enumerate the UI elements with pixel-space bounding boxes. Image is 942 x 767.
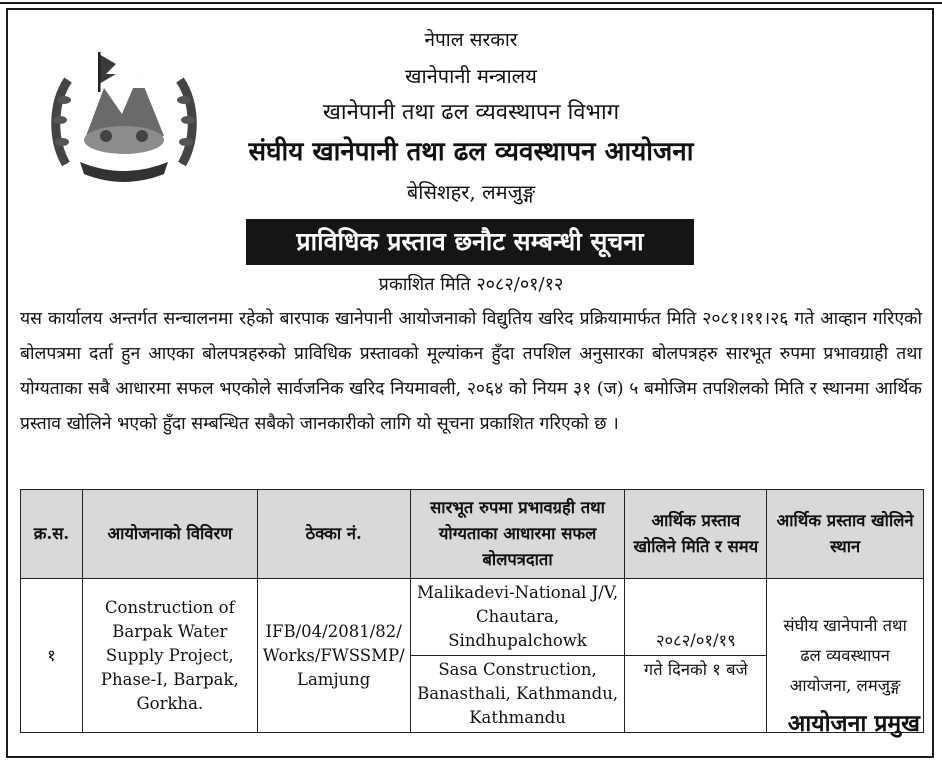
signature-title: आयोजना प्रमुख [787,710,920,737]
header-contract: ठेक्का नं. [257,490,410,579]
header-line-1: नेपाल सरकार [424,29,518,51]
cell-bidder-1: Malikadevi-National J/V, Chautara, Sindhupalchowk [410,579,625,656]
bid-table [20,489,924,733]
notice-body: यस कार्यालय अन्तर्गत सन्चालनमा रहेको बारपाक खानेपानी आयोजनाको विद्युतिय खरिद प्रक्रियामार्फत मिति २०८१।११।२६ गते आव्हान गरिएको बोलपत्रमा दर्ता हुन आएका बोलपत्रहरुको प्राविधिक प्रस्तावको मूल्यांकन हुँदा तपशिल अनुसारका बोलपत्रहरु सारभूत रुपमा प्रभावग्राही तथा योग्यताका सबै आधारमा सफल भएकोले सार्वजनिक खरिद नियमावली, २०६४ को नियम ३१ (ज) ५ बमोजिम तपशिलको मिति र स्थानमा आर्थिक प्रस्ताव खोलिने भएको हुँदा सम्बन्धित सबैको जानकारीको लागि यो सूचना प्रकाशित गरिएको छ । [20,309,922,434]
header-project: आयोजनाको विविरण [82,490,257,579]
header-line-3: खानेपानी तथा ढल व्यवस्थापन विभाग [322,100,620,125]
cell-contract: IFB/04/2081/82/ Works/FWSSMP/ Lamjung [257,579,410,733]
header-line-2: खानेपानी मन्त्रालय [405,64,537,88]
notice-title-banner: प्राविधिक प्रस्ताव छनौट सम्बन्धी सूचना [246,219,694,265]
header-bidder: सारभूत रुपमा प्रभावग्रही तथा योग्यताका आधारमा सफल बोलपत्रदाता [410,490,625,579]
project-title: संघीय खानेपानी तथा ढल व्यवस्थापन आयोजना [248,137,694,167]
header-date-time: आर्थिक प्रस्ताव खोलिने मिति र समय [625,490,767,579]
cell-date: २०८२/०१/१९ [625,579,767,656]
table-header-row [21,490,924,579]
cell-bidder-2: Sasa Construction, Banasthali, Kathmandu, Kathmandu [410,656,625,733]
cell-place: संघीय खानेपानी तथा ढल व्यवस्थापन आयोजना, लमजुङ्ग [767,579,924,733]
cell-time: गते दिनको १ बजे [625,656,767,733]
table-row [21,579,924,656]
top-rule [0,2,942,4]
cell-project: Construction of Barpak Water Supply Project, Phase-I, Barpak, Gorkha. [82,579,257,733]
office-location: बेसिशहर, लमजुङ्ग [406,180,536,204]
cell-sn: १ [21,579,83,733]
header-sn: क्र.स. [21,490,83,579]
header-place: आर्थिक प्रस्ताव खोलिने स्थान [767,490,924,579]
published-date: प्रकाशित मिति २०८२/०१/१२ [378,274,564,295]
